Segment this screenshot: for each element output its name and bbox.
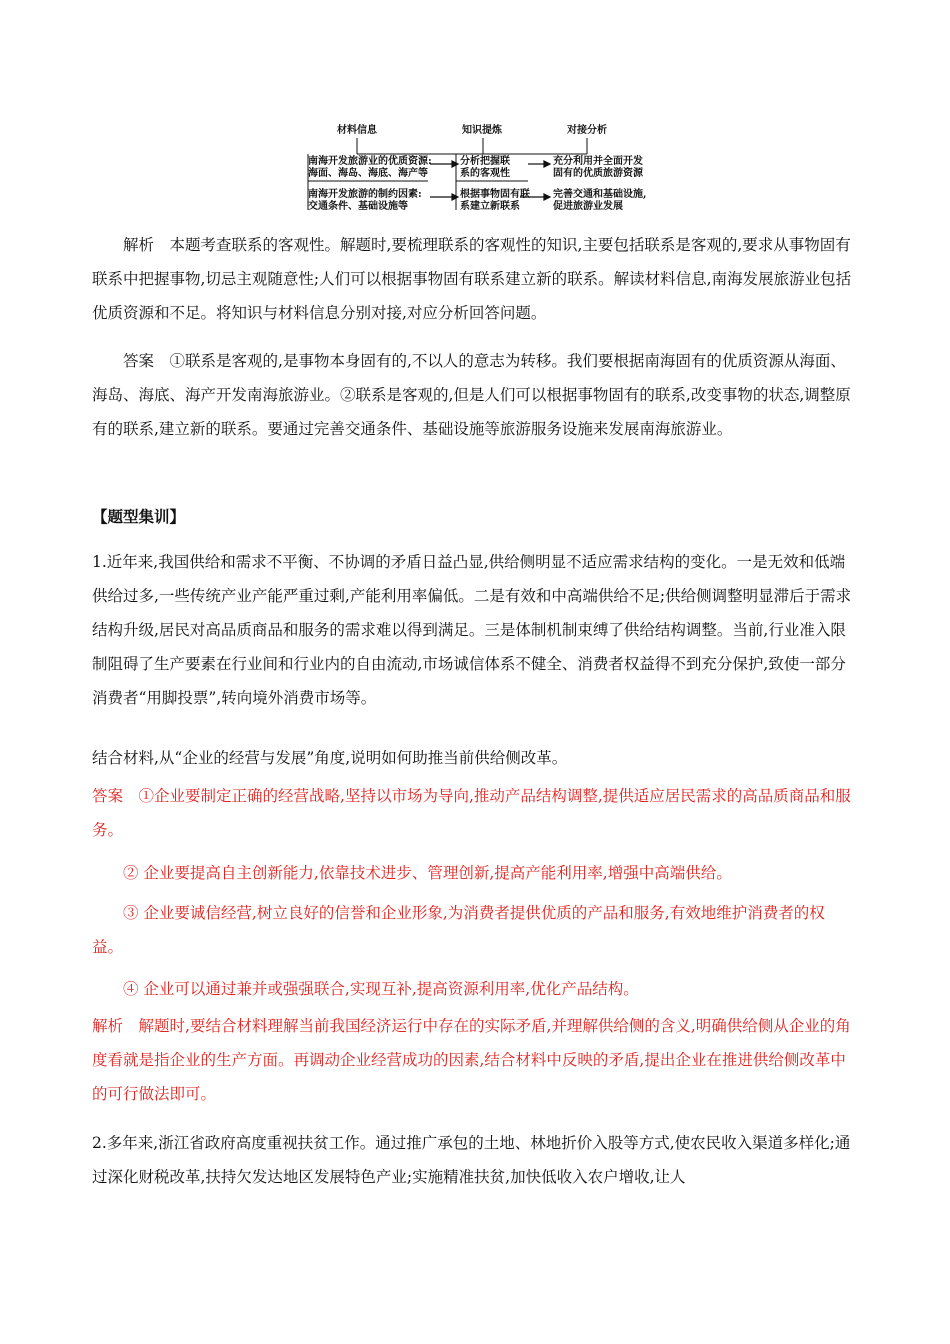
question-1-text: 1.近年来,我国供给和需求不平衡、不协调的矛盾日益凸显,供给侧明显不适应需求结构的变化。一是无效和低端供给过多,一些传统产业产能严重过剩,产能利用率偏低。二是有效和中高端供给不足;供给侧调整明显滞后于需求结构升级,居民对高品质商品和服务的需求难以得到满足。三是体制机制束缚了供给结构调整。当前,行业准入限制阻碍了生产要素在行业间和行业内的自由流动,市场诚信体系不健全、消费者权益得不到充分保护,致使一部分消费者“用脚投票”,转向境外消费市场等。 [92,553,852,707]
answer-text: ①联系是客观的,是事物本身固有的,不以人的意志为转移。我们要根据南海固有的优质资源从海面、海岛、海底、海产开发南海旅游业。②联系是客观的,但是人们可以根据事物固有的联系,改变事物的状态,调整原有的联系,建立新的联系。要通过完善交通条件、基础设施等旅游服务设施来发展南海旅游业。 [92,352,851,438]
diagram-r2c3-line2: 促进旅游业发展 [553,201,623,212]
question-1-analysis [92,1009,852,1111]
diagram-r2c3-line1: 完善交通和基础设施, [553,189,647,200]
diagram-r2c2-line1: 根据事物固有联 [460,189,530,200]
diagram-r1c2-line2: 系的客观性 [460,168,510,179]
question-1-answer-4: ④ 企业可以通过兼并或强强联合,实现互补,提高资源利用率,优化产品结构。 [123,980,639,998]
question-1-analysis-label: 解析 [92,1017,124,1035]
question-1-answer-1 [92,779,852,847]
analysis-paragraph [92,228,852,330]
flow-diagram [300,120,660,220]
diagram-header-knowledge: 知识提炼 [462,125,502,136]
analysis-label: 解析 [123,236,155,254]
diagram-r2c1-line2: 交通条件、基础设施等 [308,201,408,212]
diagram-r1c1-line1: 南海开发旅游业的优质资源: [308,156,432,167]
diagram-header-analysis: 对接分析 [567,125,607,136]
diagram-header-material: 材料信息 [337,125,377,136]
analysis-text: 本题考查联系的客观性。解题时,要梳理联系的客观性的知识,主要包括联系是客观的,要求从事物固有联系中把握事物,切忌主观随意性;人们可以根据事物固有联系建立新的联系。解读材料信息,南海发展旅游业包括优质资源和不足。将知识与材料信息分别对接,对应分析回答问题。 [92,236,852,322]
question-1-analysis-text: 解题时,要结合材料理解当前我国经济运行中存在的实际矛盾,并理解供给侧的含义,明确供给侧从企业的角度看就是指企业的生产方面。再调动企业经营成功的因素,结合材料中反映的矛盾,提出企业在推进供给侧改革中的可行做法即可。 [92,1017,851,1103]
question-1-answer-label: 答案 [92,787,124,805]
question-1-answer-3: ③ 企业要诚信经营,树立良好的信誉和企业形象,为消费者提供优质的产品和服务,有效地维护消费者的权益。 [92,904,825,956]
answer-paragraph [92,344,852,446]
question-1-answer-1-text: ①企业要制定正确的经营战略,坚持以市场为导向,推动产品结构调整,提供适应居民需求的高品质商品和服务。 [92,787,851,839]
diagram-r2c1-line1: 南海开发旅游的制约因素: [308,189,422,200]
question-1-answer-2: ② 企业要提高自主创新能力,依靠技术进步、管理创新,提高产能利用率,增强中高端供给。 [123,864,732,882]
question-2-text: 2.多年来,浙江省政府高度重视扶贫工作。通过推广承包的土地、林地折价入股等方式,使农民收入渠道多样化;通过深化财税改革,扶持欠发达地区发展特色产业;实施精准扶贫,加快低收入农户增收,让人 [92,1134,851,1186]
question-1-prompt: 结合材料,从“企业的经营与发展”角度,说明如何助推当前供给侧改革。 [92,749,568,767]
diagram-r1c1-line2: 海面、海岛、海底、海产等 [308,168,428,179]
diagram-r1c3-line2: 固有的优质旅游资源 [553,168,643,179]
diagram-r2c2-line2: 系建立新联系 [460,201,520,212]
diagram-r1c2-line1: 分析把握联 [460,156,510,167]
diagram-r1c3-line1: 充分利用并全面开发 [553,156,643,167]
section-title: 【题型集训】 [92,507,186,526]
answer-label: 答案 [123,352,155,370]
